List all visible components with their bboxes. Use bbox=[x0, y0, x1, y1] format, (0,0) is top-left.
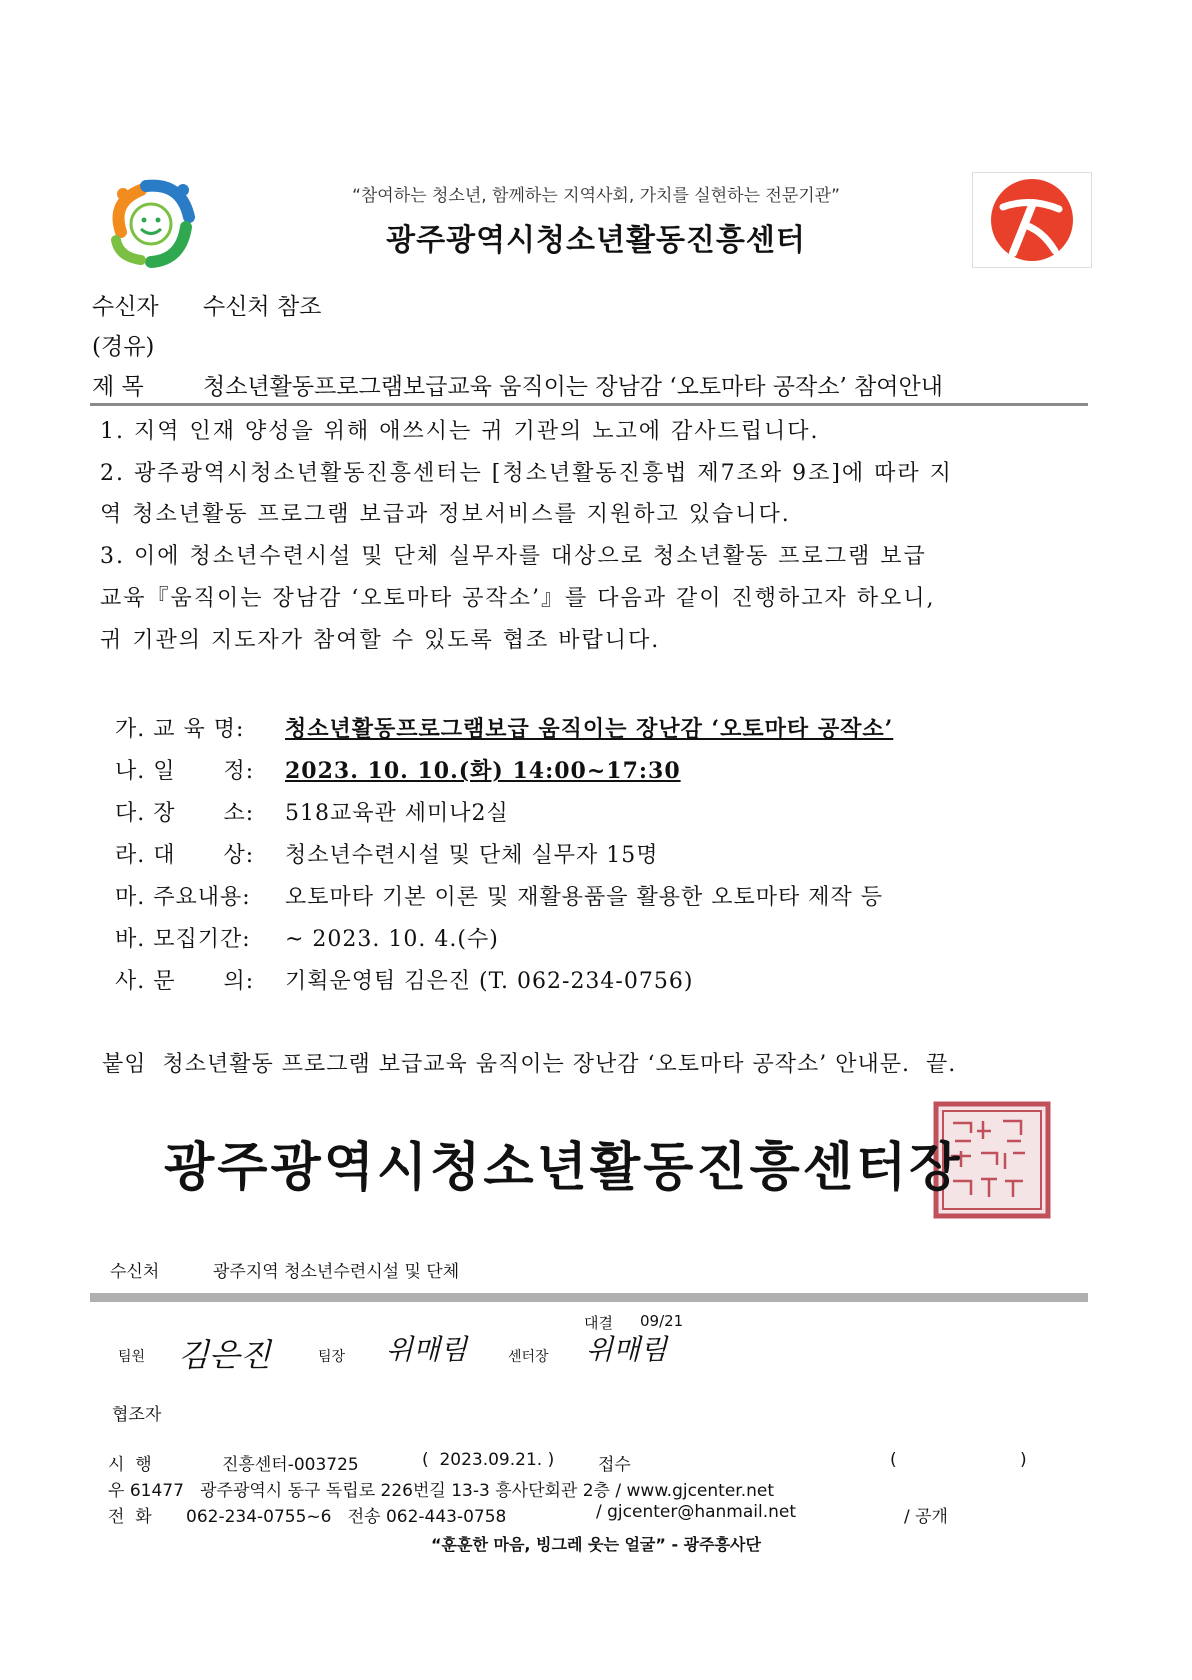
paragraph-2-line-2: 역 청소년활동 프로그램 보급과 정보서비스를 지원하고 있습니다. bbox=[100, 502, 791, 527]
issue-date: ( 2023.09.21. ) bbox=[422, 1450, 555, 1470]
item-inquiry bbox=[115, 964, 694, 995]
slogan: “참여하는 청소년, 함께하는 지역사회, 가치를 실현하는 전문기관” bbox=[352, 186, 840, 206]
item-label: 나. 일 정: bbox=[115, 759, 255, 784]
receipt-paren-open: ( bbox=[890, 1450, 897, 1470]
item-label: 가. 교 육 명: bbox=[115, 717, 245, 742]
distribution-label: 수신처 bbox=[110, 1262, 160, 1282]
item-value: 청소년활동프로그램보급 움직이는 장난감 ‘오토마타 공작소’ bbox=[285, 716, 894, 742]
email: / gjcenter@hanmail.net bbox=[596, 1502, 797, 1522]
motto: “훈훈한 마음, 빙그레 웃는 얼굴” - 광주흥사단 bbox=[431, 1535, 761, 1554]
director-label: 센터장 bbox=[508, 1349, 549, 1365]
item-content bbox=[115, 880, 883, 911]
director-signature: 위매림 bbox=[586, 1333, 668, 1366]
distribution-value: 광주지역 청소년수련시설 및 단체 bbox=[213, 1262, 460, 1282]
paragraph-2-line-1: 2. 광주광역시청소년활동진흥센터는 [청소년활동진흥법 제7조와 9조]에 따라 지 bbox=[100, 461, 953, 486]
item-place bbox=[115, 796, 509, 827]
subject-label: 제 목 bbox=[92, 374, 144, 400]
leader-label: 팀장 bbox=[318, 1349, 346, 1365]
phone-label: 전 화 bbox=[108, 1507, 152, 1527]
issue-label: 시 행 bbox=[108, 1455, 152, 1475]
member-label: 팀원 bbox=[118, 1349, 146, 1365]
heungsadan-logo bbox=[972, 172, 1092, 268]
attachment-line: 붙임 청소년활동 프로그램 보급교육 움직이는 장난감 ‘오토마타 공작소’ 안내문. 끝. bbox=[102, 1052, 957, 1077]
heungsadan-logo-icon bbox=[973, 173, 1091, 267]
footer-divider bbox=[90, 1293, 1088, 1302]
disclosure: / 공개 bbox=[904, 1507, 948, 1527]
item-target bbox=[115, 838, 659, 869]
org-name: 광주광역시청소년활동진흥센터 bbox=[386, 223, 806, 258]
item-label: 바. 모집기간: bbox=[115, 927, 251, 952]
item-label: 사. 문 의: bbox=[115, 969, 255, 994]
item-label: 라. 대 상: bbox=[115, 843, 255, 868]
final-approval-date: 09/21 bbox=[640, 1312, 684, 1330]
item-value: 기획운영팀 김은진 (T. 062-234-0756) bbox=[285, 969, 694, 994]
issue-number: 진흥센터-003725 bbox=[222, 1455, 359, 1475]
address-line: 우 61477 광주광역시 동구 독립로 226번길 13-3 흥사단회관 2층 / www.gjcenter.net bbox=[108, 1481, 775, 1501]
item-course-name bbox=[115, 712, 894, 743]
paragraph-1: 1. 지역 인재 양성을 위해 애쓰시는 귀 기관의 노고에 감사드립니다. bbox=[100, 419, 820, 444]
paragraph-3-line-1: 3. 이에 청소년수련시설 및 단체 실무자를 대상으로 청소년활동 프로그램 보급 bbox=[100, 544, 927, 569]
item-value: 518교육관 세미나2실 bbox=[285, 801, 509, 826]
item-label: 마. 주요내용: bbox=[115, 885, 251, 910]
cooperator-label: 협조자 bbox=[112, 1405, 162, 1425]
item-value: ~ 2023. 10. 4.(수) bbox=[285, 927, 499, 952]
member-signature: 김은진 bbox=[178, 1336, 271, 1374]
item-schedule bbox=[115, 754, 681, 785]
final-approval-label: 대결 bbox=[584, 1314, 613, 1332]
item-value: 오토마타 기본 이론 및 재활용품을 활용한 오토마타 제작 등 bbox=[285, 885, 883, 910]
receipt-paren-close: ) bbox=[1020, 1450, 1027, 1470]
paragraph-3-line-3: 귀 기관의 지도자가 참여할 수 있도록 협조 바랍니다. bbox=[100, 628, 661, 653]
item-value: 청소년수련시설 및 단체 실무자 15명 bbox=[285, 843, 659, 868]
subject-value: 청소년활동프로그램보급교육 움직이는 장남감 ‘오토마타 공작소’ 참여안내 bbox=[203, 374, 943, 400]
item-value: 2023. 10. 10.(화) 14:00~17:30 bbox=[285, 758, 681, 784]
paragraph-3-line-2: 교육『움직이는 장남감 ‘오토마타 공작소’』를 다음과 같이 진행하고자 하오니, bbox=[100, 586, 936, 611]
phone-fax: 062-234-0755~6 전송 062-443-0758 bbox=[186, 1507, 507, 1527]
subject-divider bbox=[90, 403, 1088, 406]
item-label: 다. 장 소: bbox=[115, 801, 255, 826]
recipient-label: 수신자 bbox=[92, 294, 159, 320]
via-label: (경유) bbox=[92, 334, 155, 360]
recipient-value: 수신처 참조 bbox=[203, 294, 322, 320]
receipt-label: 접수 bbox=[598, 1455, 631, 1475]
ceo-name: 광주광역시청소년활동진흥센터장 bbox=[164, 1137, 963, 1198]
item-recruit-period bbox=[115, 922, 499, 953]
leader-signature: 위매림 bbox=[386, 1333, 468, 1366]
